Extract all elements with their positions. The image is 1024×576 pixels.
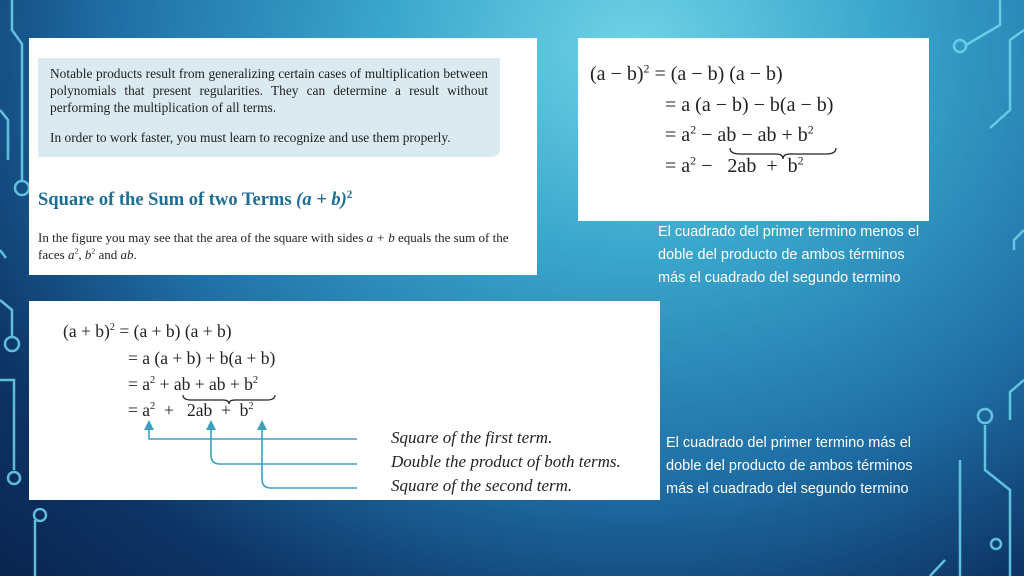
equation-exponent: 2 bbox=[109, 322, 116, 334]
equation-rhs: = (a + b) (a + b) bbox=[119, 321, 232, 341]
equation-term: + 2ab + b bbox=[155, 400, 249, 420]
equation-term: − ab − ab + b bbox=[696, 124, 808, 146]
difference-equation-line-1 bbox=[590, 63, 783, 86]
label-first-term: Square of the first term. bbox=[391, 428, 553, 447]
arrow-line-second-term bbox=[262, 426, 357, 488]
difference-equation-line-3 bbox=[665, 124, 814, 147]
section-body-expression: a + b bbox=[366, 230, 395, 245]
equation-term: = a bbox=[665, 155, 691, 177]
intro-note bbox=[38, 58, 500, 157]
label-second-term: Square of the second term. bbox=[391, 476, 573, 495]
section-title bbox=[38, 190, 352, 211]
equation-exponent: 2 bbox=[150, 401, 156, 413]
sum-equation-line-2: = a (a + b) + b(a + b) bbox=[128, 348, 276, 368]
equation-term: = a bbox=[665, 124, 691, 146]
section-body-term: a bbox=[67, 246, 75, 262]
section-body-exponent: 2 bbox=[91, 246, 96, 256]
equation-exponent: 2 bbox=[252, 375, 259, 387]
arrow-line-first-term bbox=[149, 426, 357, 439]
equation-exponent: 2 bbox=[150, 375, 156, 387]
intro-paragraph-1: Notable products result from generalizing certain cases of multiplication between polynomials that present regularities. They can determine a result without performing the multiplication of all terms. bbox=[50, 66, 488, 115]
arrow-line-double-product bbox=[211, 426, 357, 464]
section-title-text: Square of the Sum of two Terms bbox=[38, 190, 292, 210]
difference-caption: El cuadrado del primer termino menos el doble del producto de ambos términos más el cuadrado del segundo termino bbox=[658, 224, 920, 286]
arrow-head-icon bbox=[257, 420, 267, 430]
section-body-text: . bbox=[133, 246, 137, 262]
definition-panel bbox=[29, 38, 537, 275]
section-body-text: In the figure you may see that the area of the square with sides bbox=[38, 230, 367, 245]
arrow-head-icon bbox=[206, 420, 216, 430]
difference-equation-line-2: = a (a − b) − b(a − b) bbox=[665, 94, 834, 116]
equation-rhs: = (a − b) (a − b) bbox=[654, 63, 783, 85]
section-body-term: ab bbox=[120, 246, 134, 262]
section-body-exponent: 2 bbox=[74, 246, 79, 256]
section-body-text: equals the sum of the faces bbox=[38, 230, 509, 262]
sum-square-panel bbox=[29, 301, 660, 500]
equation-exponent: 2 bbox=[690, 122, 697, 137]
section-body bbox=[38, 230, 516, 263]
section-title-expression: (a + b) bbox=[296, 190, 347, 210]
sum-caption: El cuadrado del primer termino más el doble del producto de ambos términos más el cuadrado del segundo termino bbox=[666, 435, 913, 497]
equation-term: = a bbox=[128, 374, 151, 394]
difference-square-panel bbox=[578, 38, 929, 221]
equation-lhs: (a + b) bbox=[63, 321, 110, 341]
equation-exponent: 2 bbox=[797, 153, 804, 168]
intro-paragraph-2: In order to work faster, you must learn to recognize and use them properly. bbox=[50, 130, 451, 145]
equation-term: + ab + ab + b bbox=[155, 374, 253, 394]
equation-lhs: (a − b) bbox=[590, 63, 644, 85]
section-title-exponent: 2 bbox=[346, 188, 353, 201]
equation-exponent: 2 bbox=[643, 61, 650, 76]
equation-exponent: 2 bbox=[690, 153, 697, 168]
equation-exponent: 2 bbox=[248, 401, 254, 413]
label-double-product: Double the product of both terms. bbox=[391, 452, 621, 471]
equation-exponent: 2 bbox=[807, 122, 814, 137]
section-body-term: b bbox=[84, 246, 92, 262]
equation-term: = a bbox=[128, 400, 151, 420]
arrow-head-icon bbox=[144, 420, 154, 430]
section-body-text: , bbox=[78, 246, 85, 262]
section-body-text: and bbox=[95, 246, 121, 262]
equation-term: − 2ab + b bbox=[696, 155, 798, 177]
difference-equation-line-4 bbox=[665, 155, 804, 178]
